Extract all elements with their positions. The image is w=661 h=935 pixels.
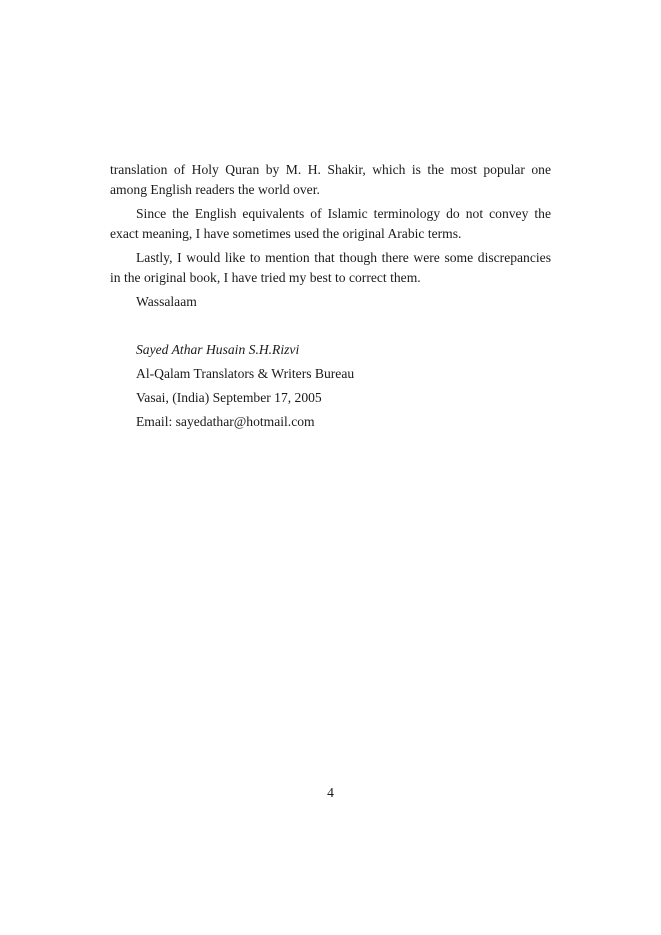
paragraph-terminology: Since the English equivalents of Islamic terminology do not convey the exact meaning, I have sometimes used the original Arabic terms. [110,206,551,241]
author-name: Sayed Athar Husain S.H.Rizvi [136,342,300,357]
author-email: Email: sayedathar@hotmail.com [136,414,315,429]
signature-spacer [110,316,551,340]
place-and-date: Vasai, (India) September 17, 2005 [136,390,322,405]
author-organization: Al-Qalam Translators & Writers Bureau [136,366,355,381]
page-number: 4 [327,785,334,800]
paragraph-discrepancies: Lastly, I would like to mention that though there were some discrepancies in the original book, I have tried my best to correct them. [110,250,551,285]
paragraph-continuation: translation of Holy Quran by M. H. Shakir, which is the most popular one among English readers the world over. [110,162,551,197]
document-body [110,160,551,436]
signature-block [110,340,551,432]
closing-salutation: Wassalaam [136,294,197,309]
